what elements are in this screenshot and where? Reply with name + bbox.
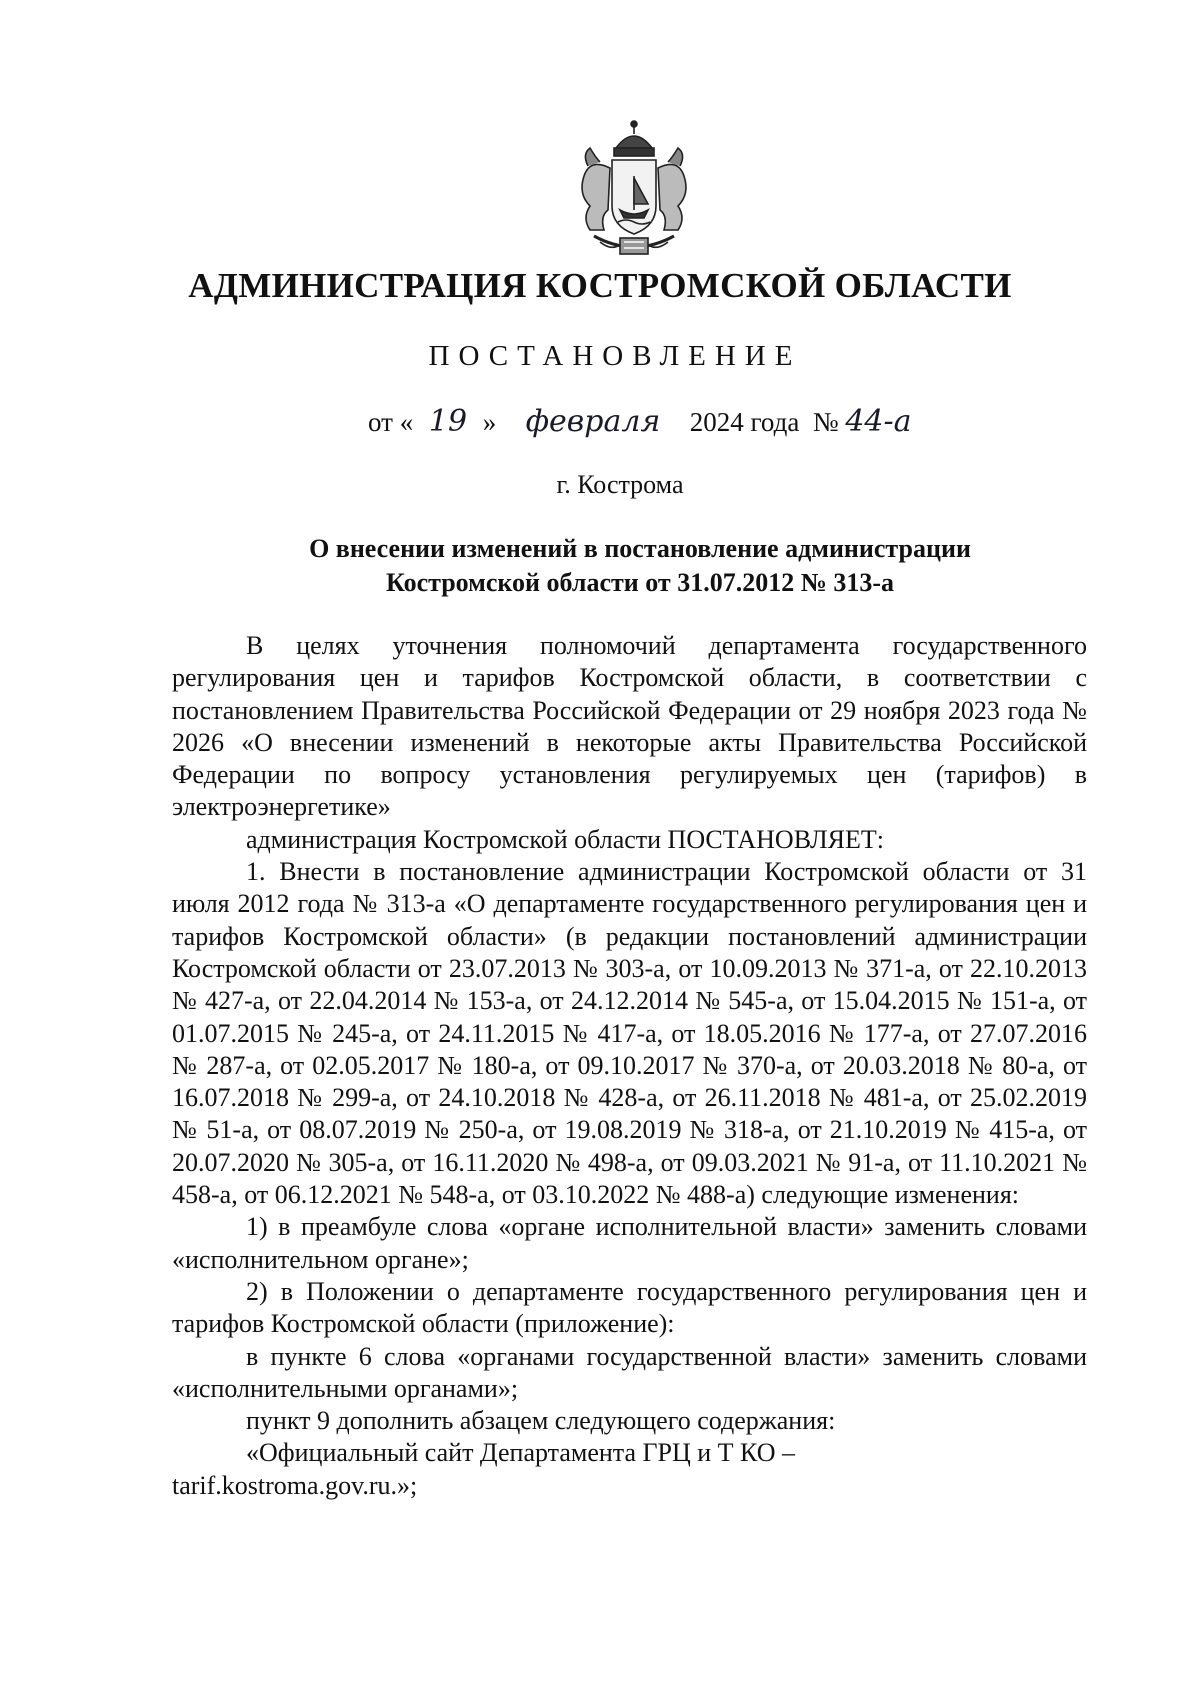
coat-of-arms-icon: [560, 118, 708, 266]
city: г. Кострома: [556, 470, 684, 499]
number-sign: №: [812, 407, 839, 437]
subitem-2a-paragraph: в пункте 6 слова «органами государственной власти» заменить словами «исполнительными органами»;: [172, 1341, 1087, 1403]
document-type: ПОСТАНОВЛЕНИЕ: [428, 340, 802, 372]
preamble-paragraph: В целях уточнения полномочий департамента государственного регулирования цен и тарифов Костромской области, в соответствии с постановлением Правительства Российской Федерации от 29 ноября 2023 года № 2026 «О внесении изменений в некоторые акты Правительства Российской Федерации по вопросу установления регулируемых цен (тарифов) в электроэнергетике»: [172, 631, 1087, 822]
subject-line-1: О внесении изменений в постановление администрации: [309, 534, 971, 563]
date-day-close: »: [482, 407, 497, 437]
date-month-handwritten: февраля: [525, 404, 661, 439]
date-day-handwritten: 19: [428, 404, 468, 439]
subitem-2-paragraph: 2) в Положении о департаменте государственного регулирования цен и тарифов Костромской области (приложение):: [172, 1276, 1087, 1339]
resolves-paragraph: администрация Костромской области ПОСТАНОВЛЯЕТ:: [246, 824, 885, 854]
date-prefix: от «: [368, 407, 414, 437]
organization-title: АДМИНИСТРАЦИЯ КОСТРОМСКОЙ ОБЛАСТИ: [188, 266, 1012, 305]
item-1-paragraph: 1. Внести в постановление администрации Костромской области от 31 июля 2012 года № 313-а «О департаменте государственного регулирования цен и тарифов Костромской области» (в редакции постановлений администрации Костромской области от 23.07.2013 № 303-а, от 10.09.2013 № 371-а, от 22.10.2013 № 427-а, от 22.04.2014 № 153-а, от 24.12.2014 № 545-а, от 15.04.2015 № 151-а, от 01.07.2015 № 245-а, от 24.11.2015 № 417-а, от 18.05.2016 № 177-а, от 27.07.2016 № 287-а, от 02.05.2017 № 180-а, от 09.10.2017 № 370-а, от 20.03.2018 № 80-а, от 16.07.2018 № 299-а, от 24.10.2018 № 428-а, от 26.11.2018 № 481-а, от 25.02.2019 № 51-а, от 08.07.2019 № 250-а, от 19.08.2019 № 318-а, от 21.10.2019 № 415-а, от 20.07.2020 № 305-а, от 16.11.2020 № 498-а, от 09.03.2021 № 91-а, от 11.10.2021 № 458-а, от 06.12.2021 № 548-а, от 03.10.2022 № 488-а) следующие изменения:: [172, 857, 1087, 1210]
date-line: [368, 404, 912, 439]
official-site-line: «Официальный сайт Департамента ГРЦ и Т КО –: [246, 1438, 796, 1468]
document-body: [172, 630, 1087, 1502]
subitem-2b-paragraph: пункт 9 дополнить абзацем следующего содержания:: [246, 1406, 836, 1436]
official-site-url: tarif.kostroma.gov.ru.»;: [172, 1470, 418, 1500]
document-number-handwritten: 44-а: [845, 404, 912, 439]
subject-line-2: Костромской области от 31.07.2012 № 313-а: [386, 568, 894, 597]
date-year: 2024 года: [689, 407, 800, 437]
subitem-1-paragraph: 1) в преамбуле слова «органе исполнительной власти» заменить словами «исполнительном органе»;: [172, 1212, 1087, 1274]
document-subject: [200, 532, 1080, 600]
